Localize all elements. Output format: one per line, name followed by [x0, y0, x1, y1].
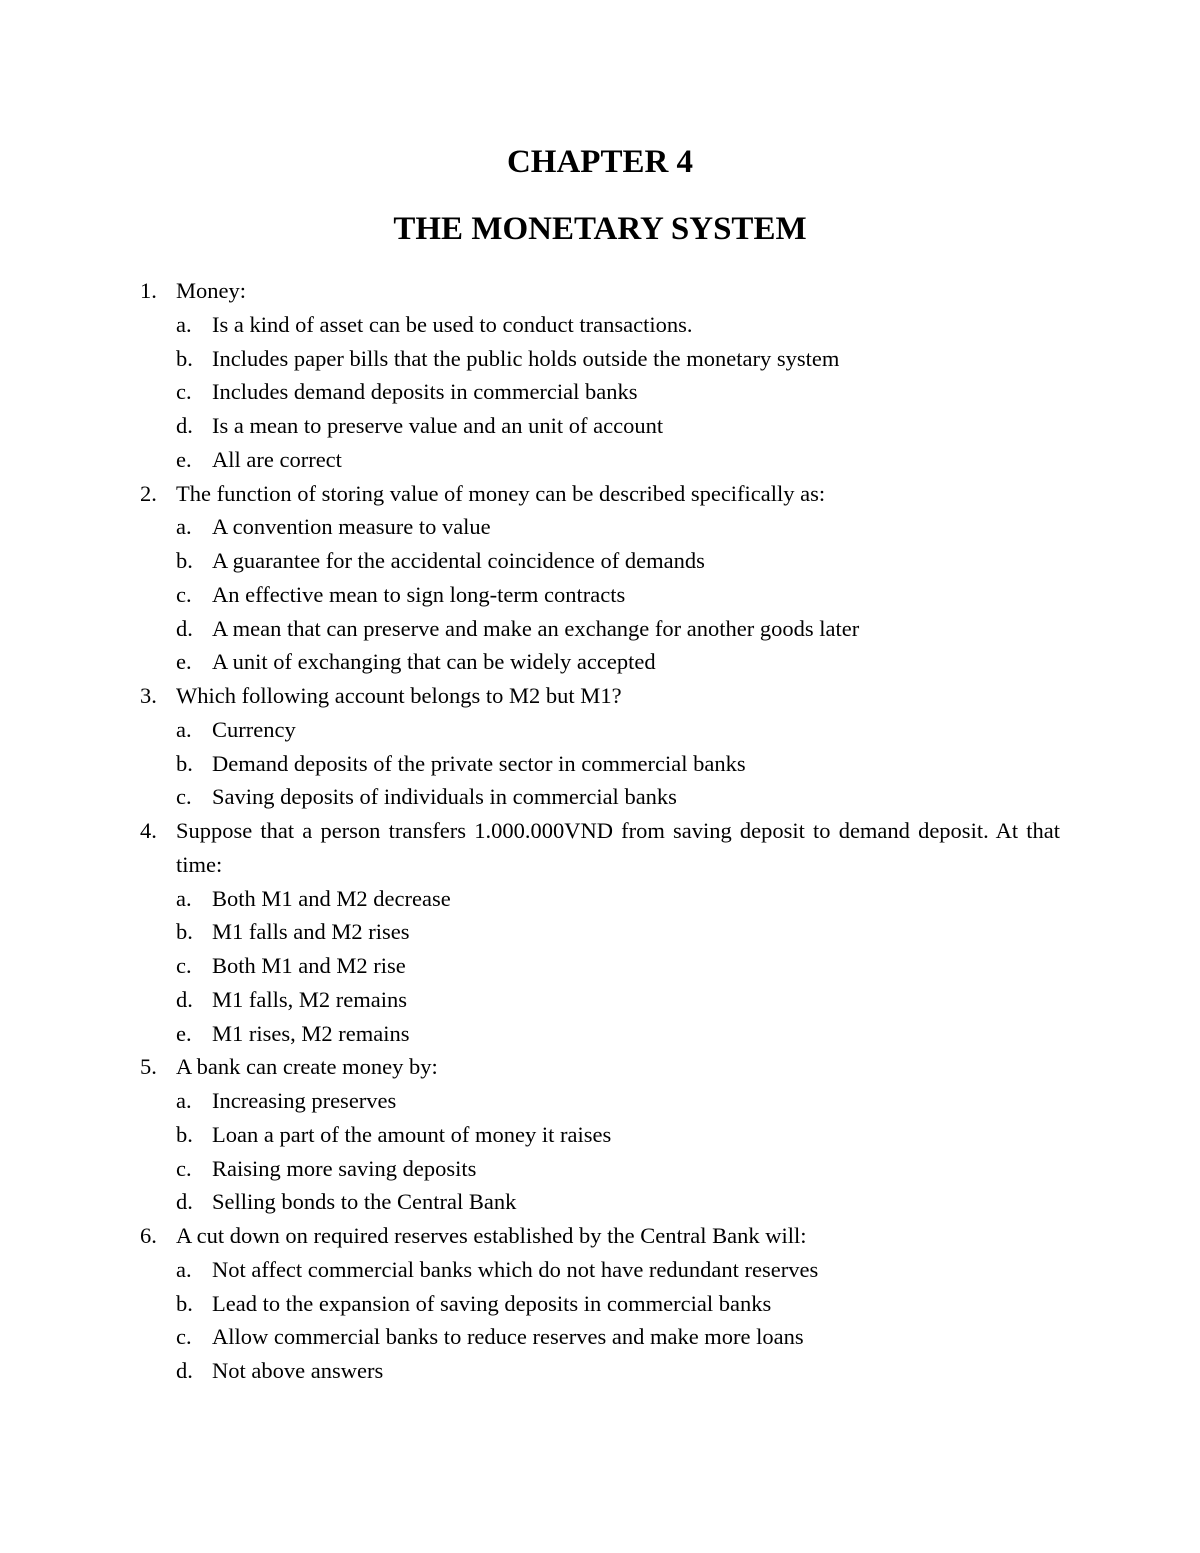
question-text: The function of storing value of money can be described specifically as: — [176, 480, 826, 506]
option-list — [176, 882, 1060, 1051]
question-number: 5. — [140, 1054, 157, 1080]
option-item — [176, 409, 1060, 443]
option-letter: c. — [176, 784, 192, 810]
option-text: Lead to the expansion of saving deposits in commercial banks — [212, 1290, 772, 1316]
option-letter: e. — [176, 649, 192, 675]
option-list — [176, 1084, 1060, 1219]
question-text: Suppose that a person transfers 1.000.000VND from saving deposit to demand deposit. At that time: — [176, 818, 1060, 877]
option-text: M1 falls, M2 remains — [212, 986, 407, 1012]
option-letter: b. — [176, 548, 193, 573]
option-text: Is a mean to preserve value and an unit of account — [212, 413, 664, 438]
option-item — [176, 375, 1060, 409]
option-item — [176, 1253, 1060, 1287]
question-text: Money: — [176, 278, 246, 303]
option-item — [176, 983, 1060, 1017]
option-letter: c. — [176, 1155, 192, 1181]
option-item — [176, 510, 1060, 544]
question-item — [140, 679, 1060, 814]
question-number: 3. — [140, 683, 157, 708]
option-letter: a. — [176, 716, 192, 742]
option-letter: e. — [176, 1020, 192, 1046]
option-letter: b. — [176, 750, 193, 776]
option-text: Not above answers — [212, 1358, 384, 1383]
question-number: 1. — [140, 278, 157, 303]
option-letter: c. — [176, 953, 192, 978]
option-letter: d. — [176, 413, 193, 438]
question-number: 2. — [140, 480, 157, 506]
option-list — [176, 1253, 1060, 1388]
option-letter: e. — [176, 446, 192, 472]
option-letter: c. — [176, 1324, 192, 1350]
option-text: A convention measure to value — [212, 514, 491, 540]
option-item — [176, 882, 1060, 916]
option-list — [176, 713, 1060, 814]
option-item — [176, 949, 1060, 983]
option-item — [176, 645, 1060, 679]
question-number: 4. — [140, 818, 157, 843]
option-item — [176, 1287, 1060, 1321]
option-item — [176, 713, 1060, 747]
option-text: Not affect commercial banks which do not have redundant reserves — [212, 1256, 819, 1282]
question-item — [140, 1219, 1060, 1388]
option-letter: d. — [176, 1358, 193, 1383]
option-text: M1 falls and M2 rises — [212, 919, 410, 945]
option-text: Saving deposits of individuals in commercial banks — [212, 784, 677, 810]
option-item — [176, 747, 1060, 781]
option-item — [176, 1320, 1060, 1354]
option-item — [176, 612, 1060, 646]
option-text: Both M1 and M2 decrease — [212, 885, 451, 911]
option-text: Selling bonds to the Central Bank — [212, 1189, 517, 1215]
option-letter: b. — [176, 1290, 193, 1316]
option-letter: a. — [176, 1256, 192, 1282]
option-text: Currency — [212, 716, 296, 742]
option-text: Includes paper bills that the public holds outside the monetary system — [212, 345, 840, 371]
question-text: A cut down on required reserves established by the Central Bank will: — [176, 1223, 807, 1248]
option-text: A guarantee for the accidental coincidence of demands — [212, 548, 705, 573]
option-text: Includes demand deposits in commercial banks — [212, 379, 638, 405]
option-item — [176, 780, 1060, 814]
option-item — [176, 443, 1060, 477]
option-letter: a. — [176, 311, 192, 337]
option-text: Allow commercial banks to reduce reserves and make more loans — [212, 1324, 804, 1350]
option-item — [176, 578, 1060, 612]
option-letter: b. — [176, 919, 193, 945]
option-item — [176, 1354, 1060, 1388]
question-item — [140, 1050, 1060, 1219]
option-item — [176, 1152, 1060, 1186]
option-text: All are correct — [212, 446, 342, 472]
option-letter: c. — [176, 379, 192, 405]
option-letter: d. — [176, 615, 193, 641]
option-text: An effective mean to sign long-term contracts — [212, 581, 626, 607]
question-text: Which following account belongs to M2 but M1? — [176, 683, 622, 708]
option-letter: d. — [176, 986, 193, 1012]
option-text: A unit of exchanging that can be widely accepted — [212, 649, 656, 675]
question-number: 6. — [140, 1223, 157, 1248]
option-text: A mean that can preserve and make an exchange for another goods later — [212, 615, 860, 641]
question-item — [140, 477, 1060, 680]
option-text: Loan a part of the amount of money it raises — [212, 1121, 612, 1147]
option-letter: a. — [176, 514, 192, 540]
option-item — [176, 342, 1060, 376]
option-list — [176, 510, 1060, 679]
option-letter: d. — [176, 1189, 193, 1215]
option-item — [176, 1017, 1060, 1051]
option-item — [176, 915, 1060, 949]
option-text: Both M1 and M2 rise — [212, 953, 406, 978]
option-text: Increasing preserves — [212, 1088, 397, 1113]
option-text: Raising more saving deposits — [212, 1155, 477, 1181]
option-item — [176, 1118, 1060, 1152]
option-letter: a. — [176, 1088, 192, 1113]
option-item — [176, 308, 1060, 342]
question-text: A bank can create money by: — [176, 1054, 438, 1080]
option-letter: c. — [176, 581, 192, 607]
option-text: Is a kind of asset can be used to conduct transactions. — [212, 311, 693, 337]
option-list — [176, 308, 1060, 477]
option-letter: b. — [176, 345, 193, 371]
page-title: THE MONETARY SYSTEM — [393, 211, 807, 247]
question-item — [140, 274, 1060, 477]
option-item — [176, 544, 1060, 578]
option-item — [176, 1185, 1060, 1219]
option-text: Demand deposits of the private sector in commercial banks — [212, 750, 746, 776]
option-letter: b. — [176, 1121, 193, 1147]
question-list — [140, 274, 1060, 1388]
option-letter: a. — [176, 885, 192, 911]
option-item — [176, 1084, 1060, 1118]
chapter-heading: CHAPTER 4 — [506, 144, 694, 180]
option-text: M1 rises, M2 remains — [212, 1020, 410, 1046]
question-item — [140, 814, 1060, 1050]
